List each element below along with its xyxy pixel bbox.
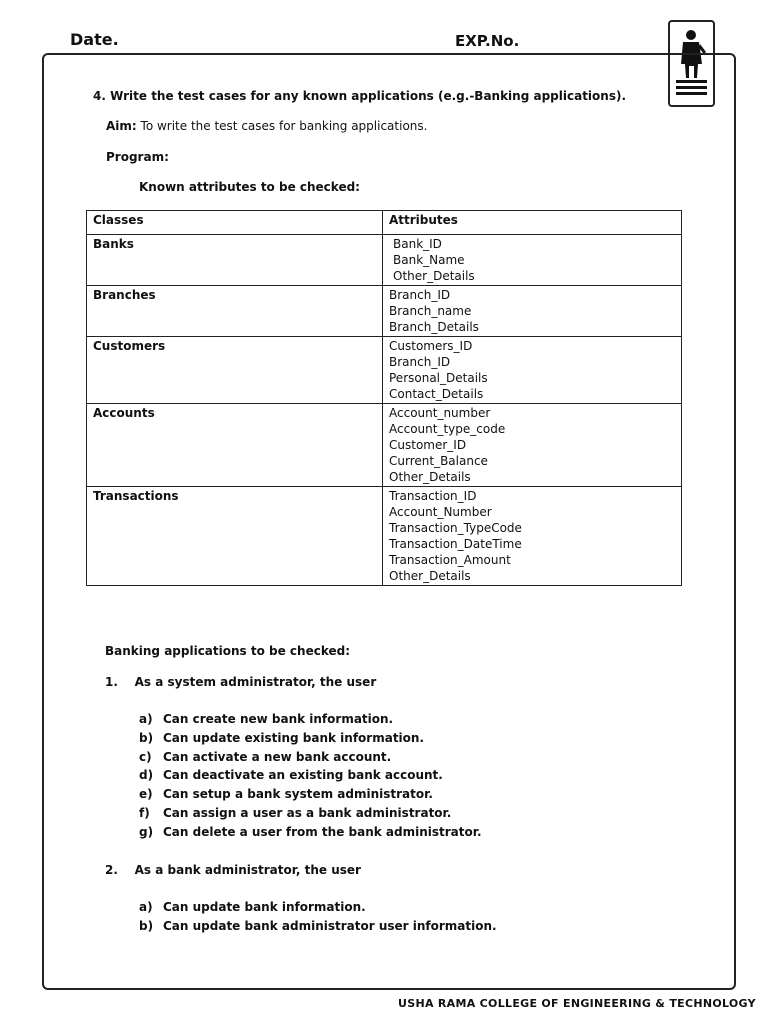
item-text: Can delete a user from the bank administrator. xyxy=(163,824,482,839)
item-label: c) xyxy=(139,749,152,764)
item-label: e) xyxy=(139,787,153,802)
item-label: g) xyxy=(139,824,154,839)
known-attributes-label: Known attributes to be checked: xyxy=(139,180,360,194)
item-label: d) xyxy=(139,768,154,783)
item-text: Can update bank administrator user information. xyxy=(163,918,497,933)
attribute-item: Current_Balance xyxy=(389,454,488,468)
item-text: Can assign a user as a bank administrator. xyxy=(163,805,452,820)
item-text: Can deactivate an existing bank account. xyxy=(163,768,443,783)
table-header-row xyxy=(87,211,682,235)
banking-apps-label: Banking applications to be checked: xyxy=(105,644,351,658)
column-header-attributes: Attributes xyxy=(383,211,682,235)
question-title: 4. Write the test cases for any known applications (e.g.-Banking applications). xyxy=(93,89,627,103)
attribute-item: Customers_ID xyxy=(389,339,473,353)
aim-label: Aim: xyxy=(106,119,137,133)
attribute-item: Other_Details xyxy=(389,569,471,583)
attributes-table xyxy=(86,210,682,586)
table-row xyxy=(87,235,682,286)
item-text: Can create new bank information. xyxy=(163,712,394,726)
program-label: Program: xyxy=(106,150,169,164)
attribute-item: Transaction_ID xyxy=(389,489,477,503)
attributes-cell xyxy=(383,404,682,487)
item-label: b) xyxy=(139,918,154,933)
attribute-item: Account_Number xyxy=(389,505,492,519)
section-1-heading: 1. As a system administrator, the user xyxy=(105,675,377,689)
class-cell: Transactions xyxy=(87,487,383,586)
attributes-cell xyxy=(383,286,682,337)
aim-text: To write the test cases for banking applications. xyxy=(140,119,428,133)
college-name-footer: USHA RAMA COLLEGE OF ENGINEERING & TECHNOLOGY xyxy=(398,997,756,1010)
attribute-item: Bank_Name xyxy=(393,253,465,267)
attribute-item: Account_type_code xyxy=(389,422,506,436)
attributes-cell xyxy=(383,487,682,586)
attribute-item: Contact_Details xyxy=(389,387,484,401)
table-row xyxy=(87,404,682,487)
attribute-item: Other_Details xyxy=(393,269,475,283)
item-label: a) xyxy=(139,712,153,726)
item-label: f) xyxy=(139,805,150,820)
table-row xyxy=(87,286,682,337)
table-row xyxy=(87,487,682,586)
item-text: Can setup a bank system administrator. xyxy=(163,787,433,802)
class-cell: Customers xyxy=(87,337,383,404)
attribute-item: Branch_Details xyxy=(389,320,479,334)
attribute-item: Personal_Details xyxy=(389,371,488,385)
item-text: Can update bank information. xyxy=(163,900,366,914)
section-2-heading: 2. As a bank administrator, the user xyxy=(105,863,361,877)
attribute-item: Transaction_TypeCode xyxy=(389,521,522,535)
attributes-cell xyxy=(383,337,682,404)
item-label: b) xyxy=(139,730,154,745)
attributes-cell xyxy=(383,235,682,286)
attribute-item: Other_Details xyxy=(389,470,471,484)
class-cell: Accounts xyxy=(87,404,383,487)
attribute-item: Customer_ID xyxy=(389,438,467,452)
attribute-item: Bank_ID xyxy=(393,237,442,251)
item-label: a) xyxy=(139,900,153,914)
attribute-item: Branch_ID xyxy=(389,288,451,302)
attribute-item: Account_number xyxy=(389,406,491,420)
item-text: Can activate a new bank account. xyxy=(163,749,392,764)
exp-number-label: EXP.No. xyxy=(455,32,520,50)
item-text: Can update existing bank information. xyxy=(163,730,425,745)
date-label: Date. xyxy=(70,30,119,49)
attribute-item: Branch_ID xyxy=(389,355,451,369)
attribute-item: Transaction_DateTime xyxy=(389,537,522,551)
column-header-classes: Classes xyxy=(87,211,383,235)
attribute-item: Transaction_Amount xyxy=(389,553,511,567)
class-cell: Branches xyxy=(87,286,383,337)
class-cell: Banks xyxy=(87,235,383,286)
attribute-item: Branch_name xyxy=(389,304,472,318)
table-row xyxy=(87,337,682,404)
aim-line xyxy=(106,119,427,133)
